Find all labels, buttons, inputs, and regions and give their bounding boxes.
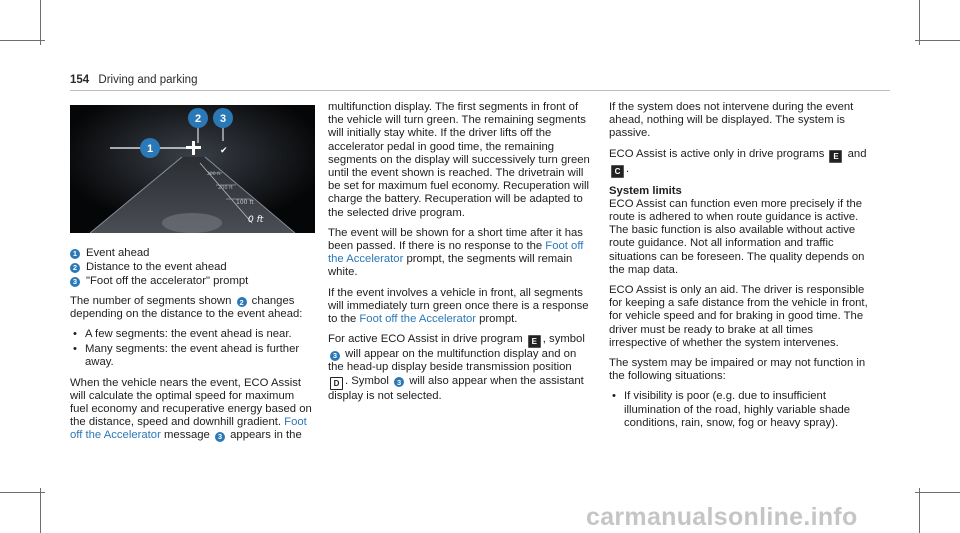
paragraph: If the system does not intervene during the event ahead, nothing will be displayed. The system is passive.	[609, 101, 854, 140]
page-header	[70, 74, 197, 86]
paragraph: ECO Assist is only an aid. The driver is responsible for keeping a safe distance from the vehicle in front, for vehicle speed and for braking in good time. The driver must be ready to brake at all times irrespective of whether the system intervenes.	[609, 284, 868, 349]
callout-number: 3	[215, 432, 225, 442]
crop-mark	[915, 492, 960, 493]
list-item: • A few segments: the event ahead is near.	[70, 328, 315, 341]
eco-assist-display-figure	[70, 105, 315, 233]
paragraph: The system may be impaired or may not function in the following situations:	[609, 357, 866, 383]
callout-1: 1	[146, 143, 154, 155]
callout-number: 2	[70, 263, 80, 273]
svg-text:✔: ✔	[220, 146, 228, 156]
paragraph: The event will be shown for a short time after it has been passed. If there is no response to the Foot off the Accelerator prompt, the segments will remain white.	[328, 226, 584, 279]
cross-reference-link[interactable]: Foot off the Accelerator	[70, 416, 307, 442]
transmission-d-icon: D	[330, 377, 343, 390]
crop-mark	[915, 40, 960, 41]
bullet-list	[70, 328, 315, 370]
cross-reference-link[interactable]: Foot off the Accelerator	[359, 313, 476, 326]
callout-2: 2	[194, 113, 202, 125]
watermark: carmanualsonline.info	[586, 503, 858, 531]
callout-number: 2	[237, 297, 247, 307]
crop-mark	[0, 492, 45, 493]
callout-number: 3	[394, 377, 404, 387]
section-heading: System limits	[609, 184, 682, 197]
drive-program-e-icon: E	[829, 150, 842, 163]
legend-item: 2 Distance to the event ahead	[70, 261, 315, 274]
paragraph: If the event involves a vehicle in front, all segments will immediately turn green once there is a response to the Foot off the Accelerator prompt.	[328, 286, 589, 326]
column-3	[609, 101, 871, 437]
cross-reference-link[interactable]: Foot off the Accelerator	[328, 240, 584, 266]
paragraph: multifunction display. The first segments in front of the vehicle will turn green. The remaining segments will initially stay white. If the driver lifts off the accelerator pedal in good time, the remaining segments on the display will successively turn green until the event shown is reached. The drivetrain will be set for maximum fuel economy. Recuperation will charge the battery. Recuperation will be adapted to the selected drive program.	[328, 101, 590, 219]
legend-item: 3 "Foot off the accelerator" prompt	[70, 275, 315, 288]
callout-number: 3	[70, 277, 80, 287]
distance-readout: 200 ft	[207, 172, 221, 177]
list-item: • If visibility is poor (e.g. due to insufficient illumination of the road, highly variable shade conditions, rain, snow, fog or heavy spray).	[609, 390, 871, 430]
crop-mark	[40, 0, 41, 45]
crop-mark	[919, 0, 920, 45]
bullet-list	[609, 390, 871, 430]
crop-mark	[0, 40, 45, 41]
legend-item: 1 Event ahead	[70, 247, 315, 260]
distance-readout: 100 ft	[236, 199, 254, 206]
paragraph: The number of segments shown 2 changes depending on the distance to the event ahead:	[70, 294, 303, 320]
column-1	[70, 100, 315, 450]
figure-legend	[70, 247, 315, 289]
distance-readout: 0 ft	[248, 215, 264, 225]
paragraph: ECO Assist is active only in drive programs E and C .	[609, 147, 867, 176]
crop-mark	[40, 488, 41, 533]
column-2	[328, 101, 590, 410]
callout-3: 3	[219, 113, 227, 125]
list-item: • Many segments: the event ahead is further away.	[70, 343, 315, 369]
distance-readout: 200 ft	[218, 185, 233, 191]
section-title: Driving and parking	[98, 74, 198, 86]
drive-program-c-icon: C	[611, 165, 624, 178]
paragraph: ECO Assist can function even more precisely if the route is adhered to when route guidance is active. The basic function is also available without active route guidance. Not all information and traffic situations can be foreseen. The quality depends on the map data.	[609, 197, 865, 276]
callout-number: 3	[330, 351, 340, 361]
page-number: 154	[70, 74, 90, 86]
drive-program-e-icon: E	[528, 335, 541, 348]
crop-mark	[919, 488, 920, 533]
paragraph: When the vehicle nears the event, ECO Assist will calculate the optimal speed for maximum fuel economy and recuperative energy based on the distance, speed and downhill gradient. Foot off the Accelerator message 3 appears in the	[70, 376, 312, 442]
callout-number: 1	[70, 249, 80, 259]
paragraph: For active ECO Assist in drive program E , symbol 3 will appear on the multifunction display and on the head-up display beside transmission position D . Symbol 3 will also appear when the assistant display is not selected.	[328, 333, 585, 402]
instrument-cluster-graphic	[70, 105, 315, 233]
header-divider	[70, 90, 890, 91]
